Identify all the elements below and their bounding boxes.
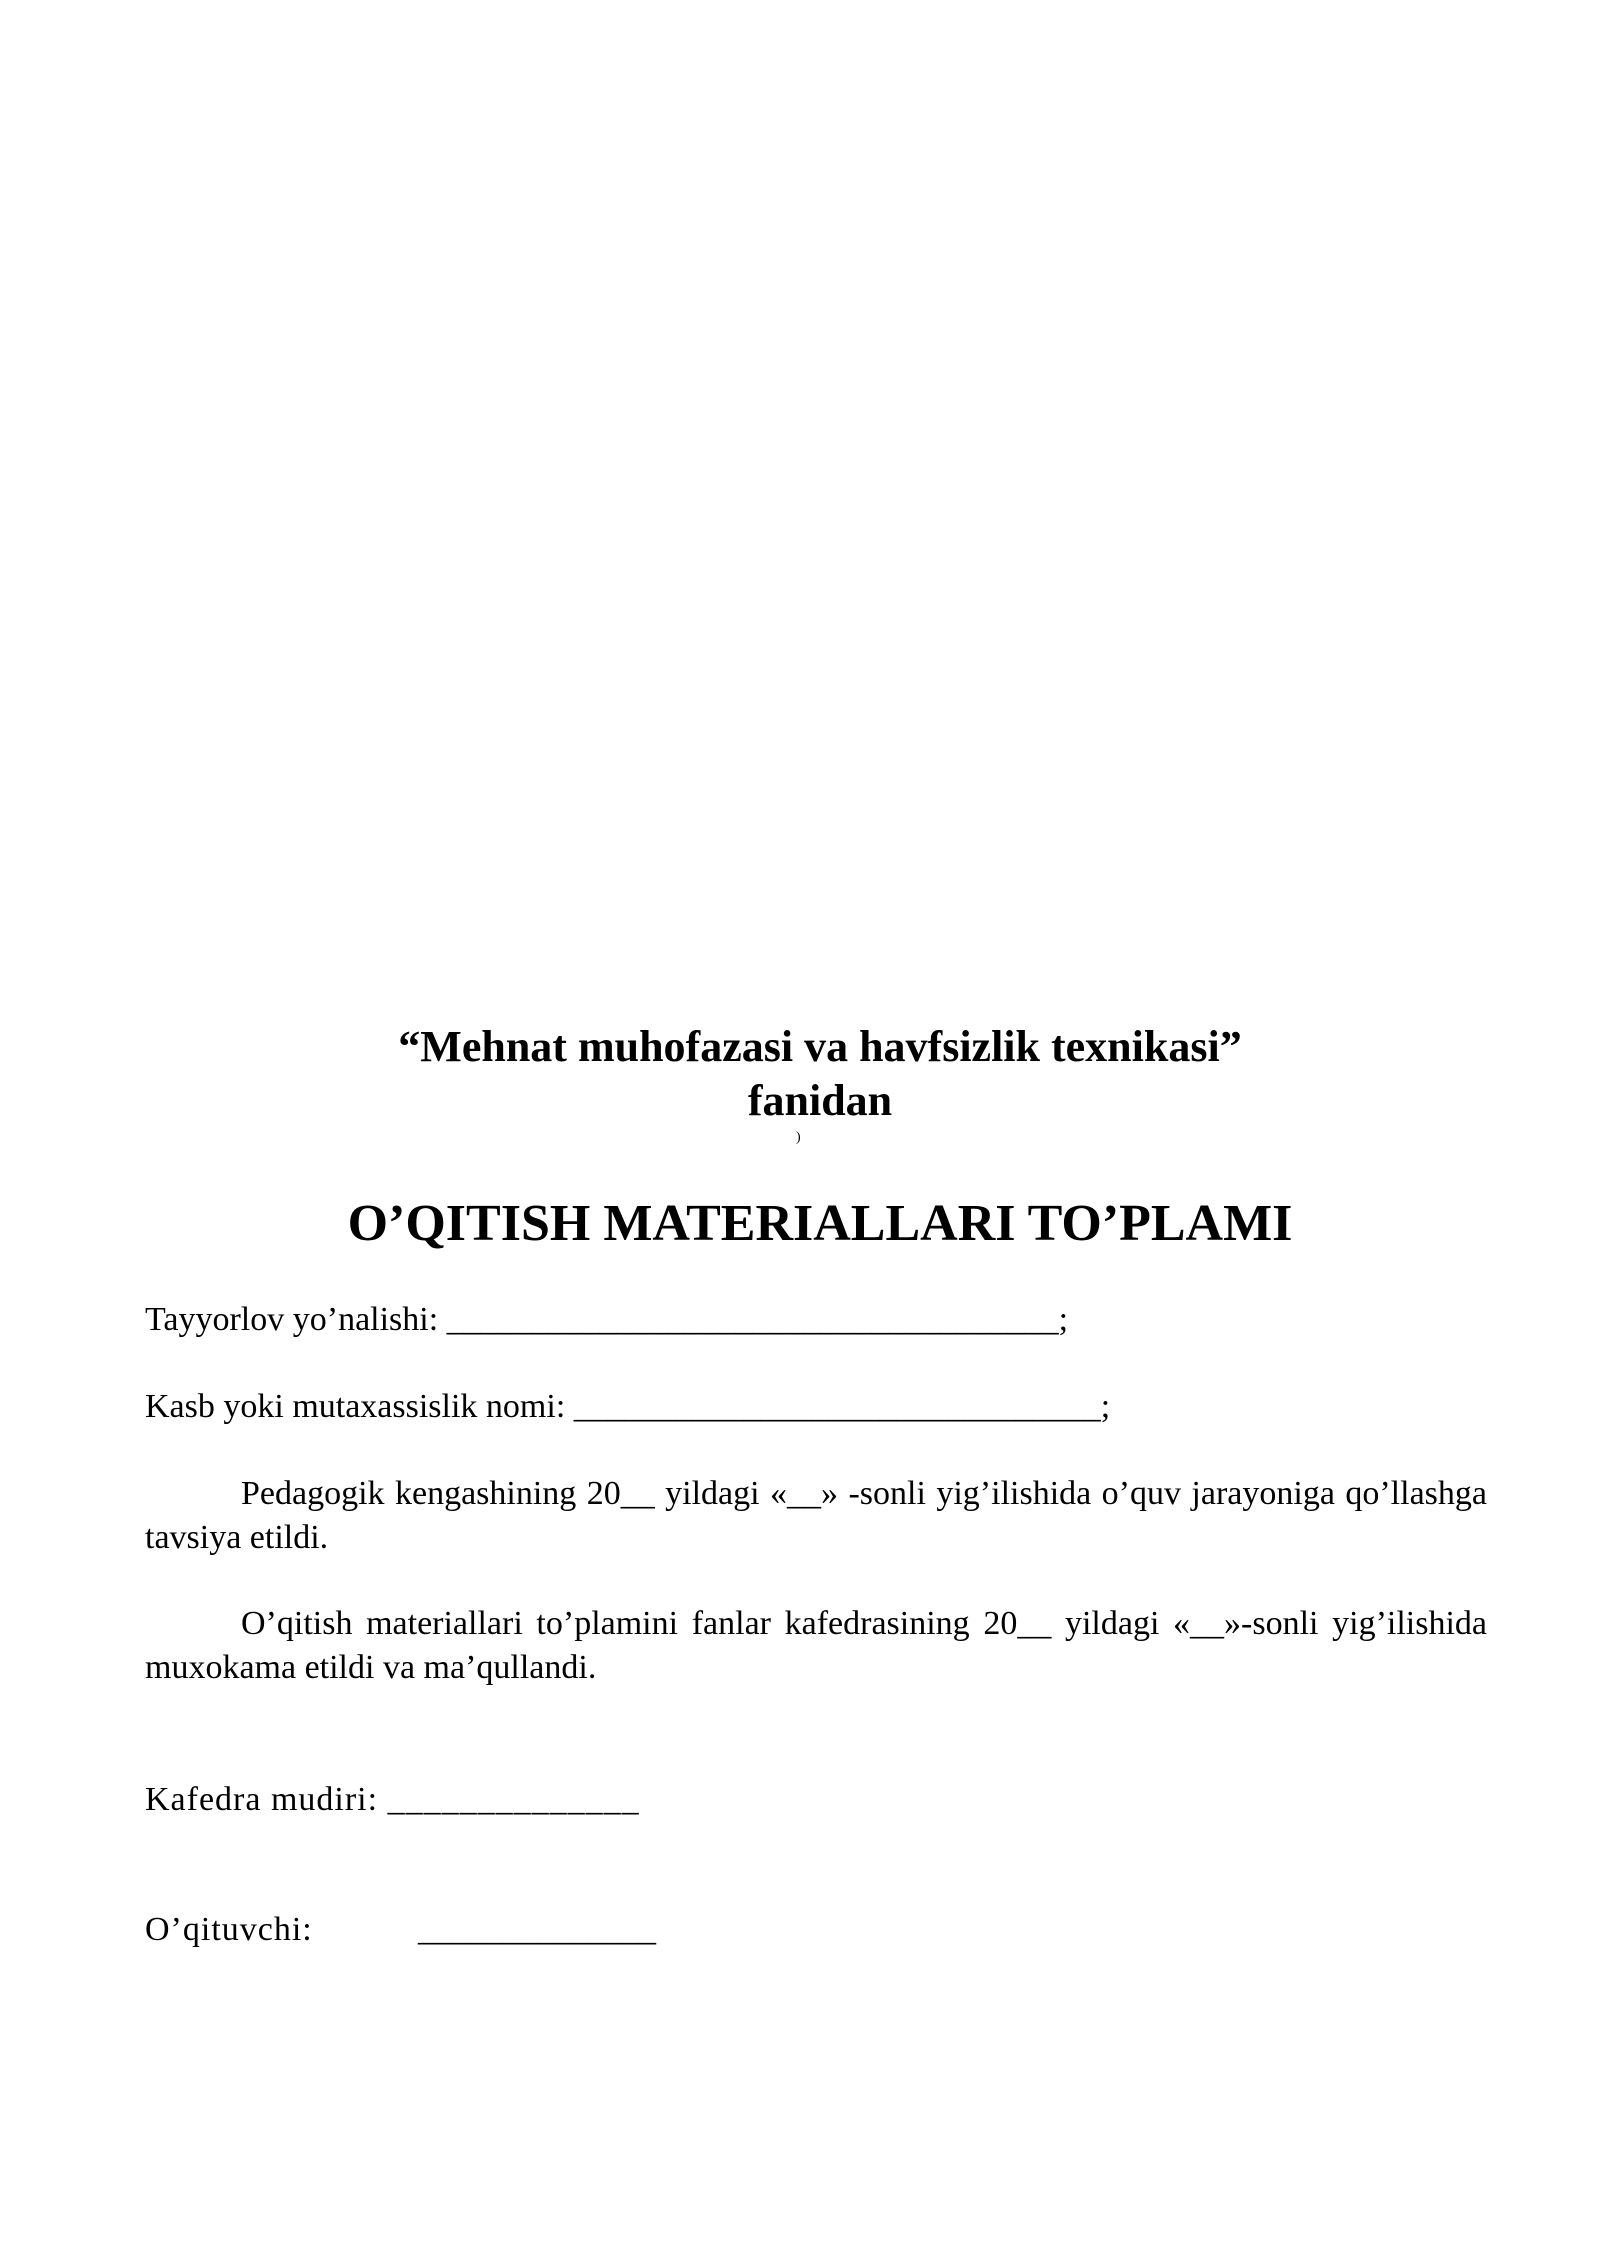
paragraph-text: O’qitish materiallari to’plamini fanlar kafedrasining 20__ yildagi «__»-sonli yig’ilishida muxokama etildi va ma’qullandi. [145, 1605, 1487, 1686]
main-title: O’QITISH MATERIALLARI TO’PLAMI [347, 1195, 1293, 1252]
paragraph-pedagogical-council [145, 1472, 1487, 1560]
field-training-direction: Tayyorlov yo’nalishi: ____________________________________; [145, 1301, 1069, 1338]
stray-mark: ) [796, 1130, 801, 1145]
paragraph-department-approval [145, 1602, 1487, 1690]
field-specialty-name: Kasb yoki mutaxassislik nomi: _______________________________; [145, 1388, 1111, 1425]
subject-title-line-1: “Mehnat muhofazasi va havfsizlik texnikasi” [398, 1022, 1242, 1071]
paragraph-text: Pedagogik kengashining 20__ yildagi «__» -sonli yig’ilishida o’quv jarayoniga qo’llashga tavsiya etildi. [145, 1475, 1487, 1556]
signature-teacher-blank: ______________ [418, 1911, 656, 1948]
subject-title-line-2: fanidan [747, 1076, 893, 1125]
signature-department-head: Kafedra mudiri: ______________ [145, 1781, 640, 1818]
signature-teacher-label: O’qituvchi: [145, 1911, 313, 1948]
